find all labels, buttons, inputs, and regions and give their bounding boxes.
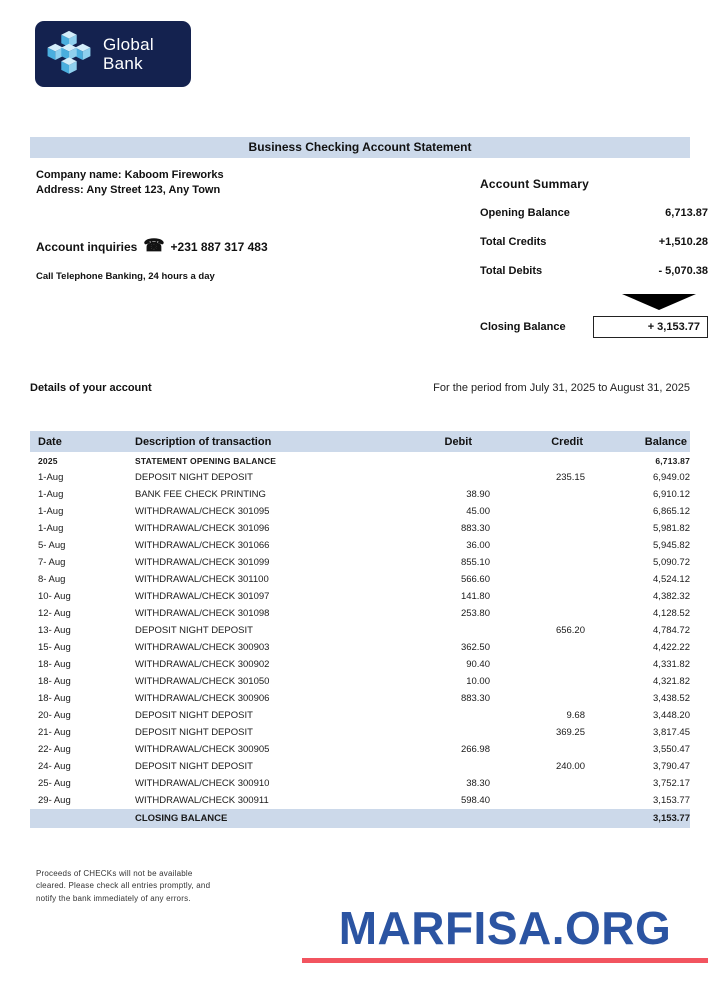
transactions-table [30,431,690,828]
transaction-description: STATEMENT OPENING BALANCE [135,455,277,466]
transaction-row [30,741,690,758]
transaction-credit [490,690,585,707]
transaction-date: 18- Aug [38,693,71,704]
transaction-credit [490,588,585,605]
transaction-debit [385,724,490,741]
transaction-credit [490,503,585,520]
transaction-balance: 4,784.72 [653,625,690,636]
transaction-row [30,469,690,486]
account-inquiries-line [36,238,268,255]
transaction-row [30,605,690,622]
bank-cube-cross-icon [45,29,93,79]
transaction-balance: 4,128.52 [653,608,690,619]
statement-title: Business Checking Account Statement [30,137,690,158]
transaction-debit: 362.50 [460,642,490,653]
transaction-description: WITHDRAWAL/CHECK 300906 [135,693,270,704]
transaction-credit [490,809,585,828]
transaction-balance: 4,321.82 [653,676,690,687]
transaction-balance: 4,422.22 [653,642,690,653]
transaction-debit [385,452,490,469]
transaction-balance: 3,153.77 [653,795,690,806]
transaction-description: DEPOSIT NIGHT DEPOSIT [135,710,253,721]
telephone-banking-line: Call Telephone Banking, 24 hours a day [36,271,215,282]
transaction-balance: 3,438.52 [653,693,690,704]
transaction-description: WITHDRAWAL/CHECK 300903 [135,642,270,653]
transaction-description: WITHDRAWAL/CHECK 301095 [135,506,270,517]
transaction-date: 22- Aug [38,744,71,755]
transaction-date: 15- Aug [38,642,71,653]
transaction-date: 1-Aug [38,472,64,483]
transaction-debit: 883.30 [460,523,490,534]
total-debits-row [480,265,708,277]
logo-wordmark [103,35,154,73]
transaction-date: 29- Aug [38,795,71,806]
transaction-debit: 253.80 [460,608,490,619]
transaction-debit: 598.40 [460,795,490,806]
col-header-date: Date [30,431,135,452]
closing-balance-value: + 3,153.77 [593,316,708,338]
transaction-credit [490,520,585,537]
transaction-balance: 3,752.17 [653,778,690,789]
transaction-date: 1-Aug [38,523,64,534]
total-credits-value: +1,510.28 [658,236,708,248]
transaction-date: 1-Aug [38,489,64,500]
transaction-debit: 36.00 [466,540,490,551]
transaction-row [30,571,690,588]
total-credits-row [480,236,708,248]
total-debits-value: - 5,070.38 [658,265,708,277]
transaction-row [30,503,690,520]
transaction-credit [490,656,585,673]
transaction-debit [385,758,490,775]
transaction-credit [490,537,585,554]
transaction-description: DEPOSIT NIGHT DEPOSIT [135,625,253,636]
transaction-row [30,639,690,656]
transaction-row [30,520,690,537]
transaction-credit [490,673,585,690]
opening-balance-value: 6,713.87 [665,207,708,219]
transaction-row [30,707,690,724]
transaction-row [30,809,690,828]
transaction-balance: 5,090.72 [653,557,690,568]
transaction-date: 10- Aug [38,591,71,602]
transactions-table-body [30,452,690,828]
transaction-row [30,622,690,639]
company-block [36,168,224,199]
transaction-credit: 369.25 [555,727,585,738]
transaction-credit [490,571,585,588]
global-bank-logo [35,21,191,87]
transaction-description: WITHDRAWAL/CHECK 301050 [135,676,270,687]
transaction-credit: 656.20 [555,625,585,636]
transaction-description: DEPOSIT NIGHT DEPOSIT [135,727,253,738]
company-address-line: Address: Any Street 123, Any Town [36,184,221,197]
transaction-description: DEPOSIT NIGHT DEPOSIT [135,761,253,772]
telephone-icon: ☎ [143,236,165,255]
transaction-row [30,673,690,690]
transaction-balance: 4,331.82 [653,659,690,670]
transaction-debit: 883.30 [460,693,490,704]
transaction-debit [385,622,490,639]
transaction-description: WITHDRAWAL/CHECK 301096 [135,523,270,534]
transaction-credit [490,775,585,792]
transaction-credit: 240.00 [555,761,585,772]
transaction-debit: 141.80 [460,591,490,602]
col-header-debit: Debit [385,431,490,452]
transaction-balance: 4,382.32 [653,591,690,602]
transaction-balance: 3,550.47 [653,744,690,755]
transaction-date: 2025 [38,455,58,466]
transaction-balance: 3,153.77 [585,809,690,828]
transaction-date: 1-Aug [38,506,64,517]
statement-period: For the period from July 31, 2025 to August 31, 2025 [433,382,690,394]
transaction-debit: 566.60 [460,574,490,585]
total-credits-label: Total Credits [480,236,547,248]
transaction-date: 13- Aug [38,625,71,636]
disclaimer-line3: notify the bank immediately of any errors. [36,893,191,903]
transaction-row [30,554,690,571]
transaction-row [30,690,690,707]
transaction-description: WITHDRAWAL/CHECK 301099 [135,557,270,568]
col-header-description: Description of transaction [135,431,385,452]
transaction-balance: 6,910.12 [653,489,690,500]
transaction-description: WITHDRAWAL/CHECK 301098 [135,608,270,619]
opening-balance-row [480,207,708,219]
col-header-balance: Balance [585,431,690,452]
col-header-credit: Credit [490,431,585,452]
account-summary [480,177,708,338]
transaction-row [30,656,690,673]
transaction-row [30,537,690,554]
transaction-balance: 5,945.82 [653,540,690,551]
transaction-date: 20- Aug [38,710,71,721]
transaction-credit [490,605,585,622]
disclaimer-line1: Proceeds of CHECKs will not be available [36,869,193,878]
disclaimer-text [36,868,210,905]
transaction-description: WITHDRAWAL/CHECK 300905 [135,744,270,755]
marfisa-brand [302,903,708,963]
transaction-balance: 6,949.02 [653,472,690,483]
transaction-debit [385,469,490,486]
transaction-credit [490,792,585,809]
transaction-row [30,758,690,775]
transaction-debit: 855.10 [460,557,490,568]
company-name-line: Company name: Kaboom Fireworks [36,169,224,181]
transaction-debit: 45.00 [466,506,490,517]
transaction-balance: 3,817.45 [653,727,690,738]
transaction-credit: 235.15 [555,472,585,483]
logo-line2: Bank [103,54,143,73]
transactions-table-header [30,431,690,452]
transaction-balance: 6,713.87 [655,455,690,466]
transaction-row [30,452,690,469]
transaction-description: DEPOSIT NIGHT DEPOSIT [135,472,253,483]
transaction-balance: 4,524.12 [653,574,690,585]
transaction-date: 24- Aug [38,761,71,772]
account-summary-heading: Account Summary [480,177,590,191]
transaction-date: 18- Aug [38,676,71,687]
transaction-date [30,809,135,828]
phone-number: +231 887 317 483 [170,239,268,254]
closing-balance-label: Closing Balance [480,321,566,333]
transaction-description: WITHDRAWAL/CHECK 301097 [135,591,270,602]
transaction-description: CLOSING BALANCE [135,809,385,828]
transaction-credit [490,741,585,758]
transaction-balance: 3,790.47 [653,761,690,772]
transaction-debit: 10.00 [466,676,490,687]
account-inquiries-label: Account inquiries [36,239,138,254]
transaction-debit: 266.98 [460,744,490,755]
transaction-row [30,486,690,503]
summary-arrow-wrap [480,294,696,310]
transaction-description: WITHDRAWAL/CHECK 301066 [135,540,270,551]
transaction-credit [490,452,585,469]
transaction-date: 5- Aug [38,540,66,551]
transaction-debit [385,809,490,828]
disclaimer-line2: cleared. Please check all entries promptly, and [36,881,211,891]
transaction-credit: 9.68 [566,710,585,721]
transaction-date: 8- Aug [38,574,66,585]
details-heading: Details of your account [30,382,152,394]
details-period-row [30,382,690,394]
transaction-debit: 90.40 [466,659,490,670]
transaction-debit: 38.90 [466,489,490,500]
transaction-description: BANK FEE CHECK PRINTING [135,489,266,500]
transaction-balance: 5,981.82 [653,523,690,534]
transaction-date: 21- Aug [38,727,71,738]
closing-balance-row [480,316,708,338]
total-debits-label: Total Debits [480,265,543,277]
transaction-description: WITHDRAWAL/CHECK 301100 [135,574,269,585]
transaction-row [30,724,690,741]
transaction-debit [385,707,490,724]
transaction-date: 7- Aug [38,557,66,568]
transaction-description: WITHDRAWAL/CHECK 300902 [135,659,270,670]
transaction-description: WITHDRAWAL/CHECK 300911 [135,795,269,806]
marfisa-underline [302,958,708,963]
opening-balance-label: Opening Balance [480,207,570,219]
transaction-date: 12- Aug [38,608,71,619]
transaction-row [30,588,690,605]
transaction-balance: 3,448.20 [653,710,690,721]
transaction-row [30,792,690,809]
down-triangle-icon [622,294,696,310]
marfisa-wordmark: MARFISA.ORG [338,902,672,954]
transaction-credit [490,486,585,503]
transaction-credit [490,639,585,656]
transaction-date: 18- Aug [38,659,71,670]
logo-line1: Global [103,34,154,54]
transaction-date: 25- Aug [38,778,71,789]
transaction-credit [490,554,585,571]
transaction-balance: 6,865.12 [653,506,690,517]
transaction-row [30,775,690,792]
transaction-description: WITHDRAWAL/CHECK 300910 [135,778,270,789]
transaction-debit: 38.30 [466,778,490,789]
